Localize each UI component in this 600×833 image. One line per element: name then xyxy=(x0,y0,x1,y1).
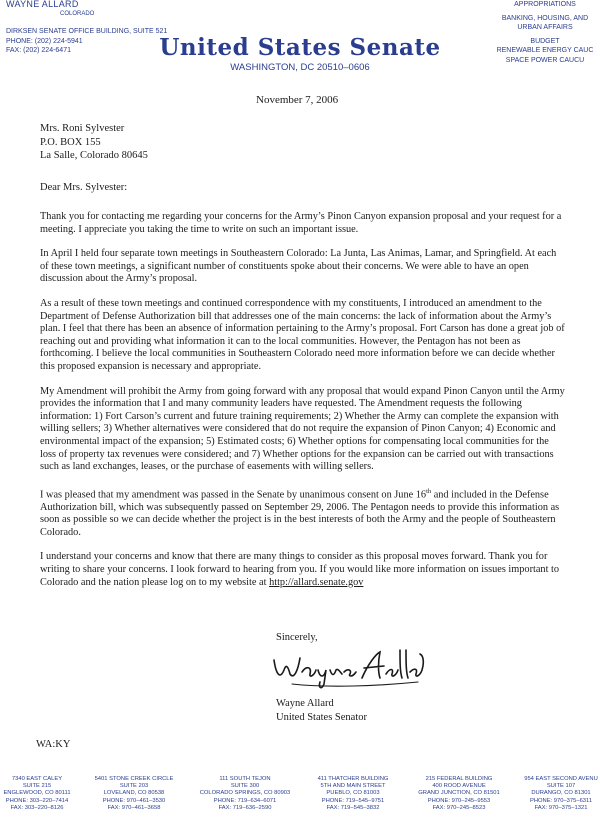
office-line: FAX: 970–245–8523 xyxy=(432,804,486,811)
paragraph xyxy=(40,486,565,540)
office-address-loveland xyxy=(88,776,180,812)
office-address-colorado-springs xyxy=(195,776,295,812)
office-line: SUITE 203 xyxy=(119,783,149,790)
office-line: DURANGO, CO 81301 xyxy=(531,790,591,797)
paragraph: Thank you for contacting me regarding your concerns for the Army’s Pinon Canyon expansion proposal and your request for a meeting. I appreciate you taking the time to write on such an important issue. xyxy=(40,211,562,235)
office-line: GRAND JUNCTION, CO 81501 xyxy=(418,790,500,797)
office-address-englewood xyxy=(2,776,72,812)
recipient-address xyxy=(40,122,148,163)
paragraph-text: I was pleased that my amendment was passed in the Senate by unanimous consent on June 16 xyxy=(40,489,427,501)
committee-item: URBAN AFFAIRS xyxy=(517,24,573,31)
signer-title: United States Senator xyxy=(276,711,367,723)
office-building: DIRKSEN SENATE OFFICE BUILDING, SUITE 521 xyxy=(6,28,168,35)
office-address-grand-junction xyxy=(412,776,506,812)
office-address-pueblo xyxy=(310,776,396,812)
typist-initials: WA:KY xyxy=(36,739,71,750)
senate-title: United States Senate xyxy=(159,34,441,61)
ordinal-suffix: th xyxy=(426,487,432,495)
office-line: PHONE: 970–245–9553 xyxy=(427,797,491,804)
paragraph-text: I understand your concerns and know that there are many things to consider as this proposal moves forward. Thank you for writing to share your concerns. I look forward to hearing from you. If you would like more information on issues important to Colorado and the nation please log on to my website at xyxy=(40,551,560,588)
paragraph: My Amendment will prohibit the Army from going forward with any proposal that would expand Pinon Canyon until the Army provides the information that I and many community leaders have requested. The Amendment requests the following information: 1) Fort Carson’s current and future training requirements; 2) Whether the Army can complete the expansion with willing sellers; 3) Whether alternatives were considered that do not require the expansion of Pinon Canyon; 4) Economic and environmental impact of the expansion; 5) Estimated costs; 6) Whether options for compensating local communities for the loss of property tax revenues were considered; and 7) Whether options for the expansion can be carried out with transactions such as land exchanges, leases, or the purchase of easements with willing sellers. xyxy=(40,385,565,473)
senator-name: WAYNE ALLARD xyxy=(6,0,79,9)
office-line: SUITE 215 xyxy=(22,783,52,790)
office-line: 400 ROOD AVENUE xyxy=(432,783,486,790)
office-line: PHONE: 719–545–9751 xyxy=(321,797,385,804)
committee-item: APPROPRIATIONS xyxy=(514,1,576,8)
office-line: 5TH AND MAIN STREET xyxy=(320,783,386,790)
recipient-city: La Salle, Colorado 80645 xyxy=(40,150,148,161)
recipient-street: P.O. BOX 155 xyxy=(40,136,101,148)
office-line: PUEBLO, CO 81003 xyxy=(326,790,380,797)
senator-state: COLORADO xyxy=(60,10,95,17)
office-address-durango xyxy=(522,776,600,812)
office-line: PHONE: 970–461–3530 xyxy=(102,797,166,804)
office-line: FAX: 719–545–3832 xyxy=(326,804,380,811)
paragraph-text: and included in the Defense Authorization bill, which was subsequently passed on September 29, 2006. The Pentagon needs to provide this information as soon as possible so we can decide whether the project is in the best interests of both the Army and the people of Southeastern Colorado. xyxy=(40,489,560,538)
office-line: PHONE: 719–634–6071 xyxy=(213,797,277,804)
paragraph: In April I held four separate town meetings in Southeastern Colorado: La Junta, Las Animas, Lamar, and Springfield. At each of these town meetings, a significant number of constituents spoke about their concerns. We were able to have an open discussion about the Army’s proposal. xyxy=(40,248,557,285)
closing: Sincerely, xyxy=(276,632,318,643)
handwritten-signature xyxy=(268,644,428,694)
committee-item: RENEWABLE ENERGY CAUC xyxy=(496,47,594,54)
office-line: FAX: 970–461–3658 xyxy=(107,804,161,811)
paragraph: As a result of these town meetings and continued correspondence with my constituents, I introduced an amendment to the Department of Defense Authorization bill that addresses one of the main concerns: the lack of information about the Army’s plan. I feel that there has been an absence of information pertaining to the Army’s proposal. Fort Carson has done a great job of reaching out and providing what information it can to the local communities. However, the Pentagon has not been as forthcoming. I believe the local communities in Southeastern Colorado need more information before we can decide whether this proposed expansion is necessary and appropriate. xyxy=(40,297,565,372)
salutation: Dear Mrs. Sylvester: xyxy=(40,182,128,193)
office-line: 7340 EAST CALEY xyxy=(11,776,63,782)
website-link[interactable]: http://allard.senate.gov xyxy=(269,576,364,588)
signature-block xyxy=(276,697,367,724)
office-line: FAX: 970–375–1321 xyxy=(534,804,588,811)
recipient-name: Mrs. Roni Sylvester xyxy=(40,123,125,134)
committee-item: SPACE POWER CAUCU xyxy=(505,56,585,64)
signer-name: Wayne Allard xyxy=(276,698,334,709)
office-line: PHONE: 970–375–6311 xyxy=(529,797,593,804)
senate-city: WASHINGTON, DC 20510–0606 xyxy=(230,62,370,73)
office-line: FAX: 303–220–8126 xyxy=(10,804,64,811)
office-line: ENGLEWOOD, CO 80111 xyxy=(3,790,71,797)
office-line: 954 EAST SECOND AVENU xyxy=(524,776,598,782)
office-line: 411 THATCHER BUILDING xyxy=(317,776,389,782)
office-line: SUITE 107 xyxy=(546,783,576,790)
committee-item: BUDGET xyxy=(530,37,560,45)
office-line: 215 FEDERAL BUILDING xyxy=(425,776,493,782)
letter-date: November 7, 2006 xyxy=(256,94,339,106)
office-line: PHONE: 303–220–7414 xyxy=(5,797,69,804)
committee-item: BANKING, HOUSING, AND xyxy=(501,14,589,22)
office-line: LOVELAND, CO 80538 xyxy=(103,790,165,797)
footer-offices xyxy=(0,776,600,833)
letter-body xyxy=(40,211,565,601)
office-line: COLORADO SPRINGS, CO 80903 xyxy=(199,790,291,797)
office-line: 111 SOUTH TEJON xyxy=(219,776,271,782)
office-phone: PHONE: (202) 224-5941 xyxy=(6,37,83,45)
paragraph xyxy=(40,551,565,589)
office-line: SUITE 300 xyxy=(230,783,260,790)
office-fax: FAX: (202) 224-6471 xyxy=(6,47,71,54)
office-line: 5401 STONE CREEK CIRCLE xyxy=(94,776,174,782)
office-line: FAX: 719–636–2590 xyxy=(218,804,272,811)
